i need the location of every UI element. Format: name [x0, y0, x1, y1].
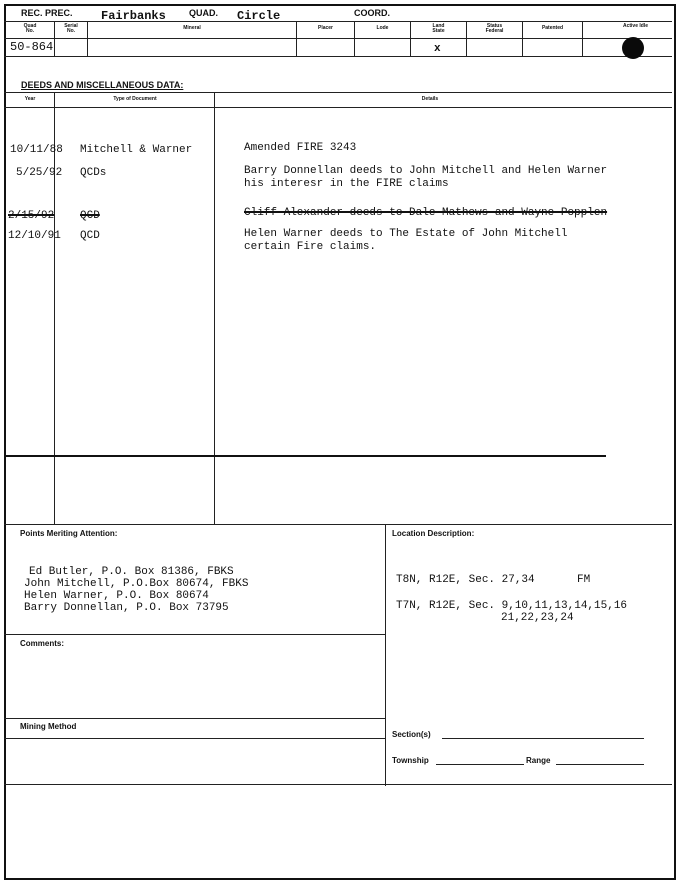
- col-mineral: Mineral: [183, 25, 201, 31]
- entry-details: Helen Warner deeds to The Estate of John Mitchell: [244, 228, 568, 240]
- bottom-rule: [4, 784, 672, 785]
- quad-value: Circle: [237, 9, 281, 23]
- entry-details: his interesr in the FIRE claims: [244, 178, 449, 190]
- township-line: [436, 764, 524, 765]
- quad-no-value: 50-864: [10, 40, 54, 54]
- township-label: Township: [392, 756, 429, 765]
- range-label: Range: [526, 756, 551, 765]
- col-type: Type of Document: [113, 96, 157, 102]
- col-active-idle: Active Idle: [622, 23, 648, 29]
- col-year: Year: [24, 96, 36, 102]
- entry-type: Mitchell & Warner: [80, 144, 193, 156]
- sections-label: Section(s): [392, 730, 431, 739]
- comments-label: Comments:: [20, 639, 65, 648]
- location-line: T8N, R12E, Sec. 27,34: [396, 574, 535, 586]
- points-line: Ed Butler, P.O. Box 81386, FBKS: [29, 566, 234, 578]
- range-line: [556, 764, 644, 765]
- active-filled-circle-icon: [622, 37, 644, 59]
- header-rule-1: [4, 21, 672, 22]
- mining-label: Mining Method: [20, 722, 77, 731]
- deeds-rule-bottom: [4, 524, 672, 525]
- mining-rule-top: [4, 718, 385, 719]
- mining-rule-mid: [4, 738, 385, 739]
- col-status-federal: Status Federal: [485, 23, 504, 34]
- location-line: T7N, R12E, Sec. 9,10,11,13,14,15,16: [396, 600, 628, 612]
- location-meridian: FM: [577, 574, 591, 586]
- coord-label: COORD.: [354, 8, 390, 18]
- middle-divider: [385, 524, 386, 786]
- rec-prec-label: REC. PREC.: [21, 8, 73, 18]
- deeds-title: DEEDS AND MISCELLANEOUS DATA:: [21, 80, 184, 90]
- entry-year: 5/25/92: [16, 167, 63, 179]
- col-land-state: Land State: [432, 23, 445, 34]
- entry-year: 12/10/91: [8, 230, 61, 242]
- col-lode: Lode: [376, 25, 389, 31]
- col-details: Details: [421, 96, 439, 102]
- rec-prec-value: Fairbanks: [101, 9, 166, 23]
- deeds-rule-top: [4, 92, 672, 93]
- entry-type: QCD: [80, 230, 100, 242]
- deeds-col-sep-year: [54, 92, 55, 524]
- comments-rule: [4, 634, 385, 635]
- deeds-col-sep-type: [214, 92, 215, 524]
- col-serial-no: Serial No.: [64, 23, 78, 34]
- entry-year-struck: 2/15/92: [8, 210, 55, 222]
- entry-year: 10/11/88: [10, 144, 63, 156]
- entry-details: Barry Donnellan deeds to John Mitchell and Helen Warner: [244, 165, 608, 177]
- land-state-mark: x: [434, 43, 441, 55]
- form-border: [4, 4, 676, 880]
- col-patented: Patented: [541, 25, 564, 31]
- deeds-heavy-rule: [6, 455, 606, 457]
- quad-label: QUAD.: [189, 8, 218, 18]
- points-line: Helen Warner, P.O. Box 80674: [24, 590, 209, 602]
- location-line: 21,22,23,24: [501, 612, 574, 624]
- sections-line: [442, 738, 644, 739]
- entry-details-struck: Cliff Alexander deeds to Dale Mathews and Wayne Popplen: [244, 207, 608, 219]
- col-quad-no: Quad No.: [23, 23, 37, 34]
- col-placer: Placer: [317, 25, 333, 31]
- location-label: Location Description:: [392, 529, 475, 538]
- points-line: John Mitchell, P.O.Box 80674, FBKS: [24, 578, 249, 590]
- entry-details: Amended FIRE 3243: [244, 142, 357, 154]
- header-rule-3: [4, 56, 672, 57]
- points-line: Barry Donnellan, P.O. Box 73795: [24, 602, 229, 614]
- deeds-rule-header: [4, 107, 672, 108]
- entry-type: QCDs: [80, 167, 107, 179]
- entry-details: certain Fire claims.: [244, 241, 377, 253]
- header-rule-2: [4, 38, 672, 39]
- entry-type-struck: QCD: [80, 210, 100, 222]
- points-label: Points Meriting Attention:: [20, 529, 118, 538]
